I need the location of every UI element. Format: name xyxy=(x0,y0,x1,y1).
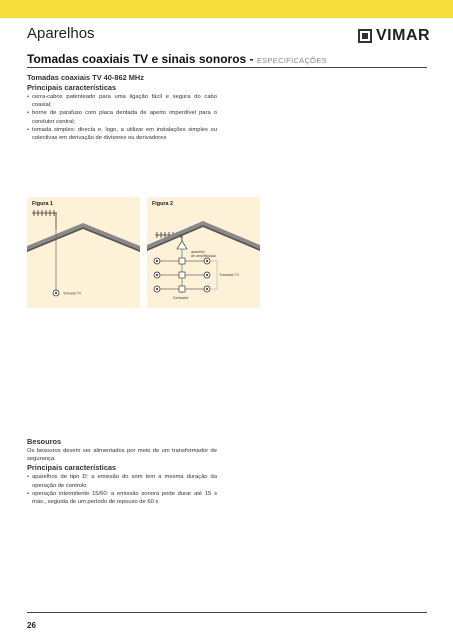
page-title xyxy=(27,52,327,66)
brand-name: VIMAR xyxy=(376,27,431,44)
coax-section xyxy=(27,73,217,142)
heading-divider xyxy=(27,67,427,68)
brand-logo-icon xyxy=(358,29,372,43)
footer-divider xyxy=(27,612,427,613)
amplifier-label-line1: aparelho xyxy=(191,250,205,254)
page-title-main: Tomadas coaxiais TV e sinais sonoros - xyxy=(27,52,254,66)
buzzer-intro: Os besouros devem ser alimentados por meio de um transformador de segurança. xyxy=(27,448,217,463)
page-title-suffix: ESPECIFICAÇÕES xyxy=(256,56,327,65)
tv-outlets-label: Tomadas TV xyxy=(219,273,240,277)
tap-label: Derivador xyxy=(173,296,189,300)
buzzer-features-heading: Principais características xyxy=(27,463,117,473)
figure-2 xyxy=(147,197,260,308)
roof-icon xyxy=(147,221,260,251)
antenna-icon xyxy=(32,210,57,229)
tv-outlet-label: Tomada TV xyxy=(63,291,82,296)
page-number: 26 xyxy=(27,621,36,630)
coax-features-heading: Principais características xyxy=(27,83,117,92)
figure-2-diagram xyxy=(147,197,260,308)
section-title: Aparelhos xyxy=(27,25,95,42)
amplifier-icon xyxy=(177,241,187,249)
buzzer-feature-item: • operação intermitente 15/60: a emissão sonora pode durar até 15 s máx., seguida de um período de repouso de 60 s xyxy=(27,490,217,506)
figure-1-label: Figura 1 xyxy=(32,201,53,207)
brand-logo xyxy=(358,27,430,45)
tv-outlet-icon xyxy=(53,290,59,296)
coax-feature-item: • borne de parafuso com placa dentada de aperto imperdível para o condutor central; xyxy=(27,109,217,125)
splitter-icon xyxy=(179,258,185,292)
figure-1 xyxy=(27,197,140,308)
buzzer-feature-item: • aparelhos de tipo D: a emissão do som tem a mesma duração da operação de controlo xyxy=(27,473,217,489)
buzzer-heading: Besouros xyxy=(27,437,62,446)
figure-1-diagram xyxy=(27,197,140,308)
header-accent-bar xyxy=(0,0,453,18)
roof-icon xyxy=(27,223,140,252)
coax-feature-item: • tomada simples: directa e, logo, a utilizar em instalações simples ou colectivas em derivação de divisores ou derivadores xyxy=(27,126,217,142)
figure-2-label: Figura 2 xyxy=(152,201,173,207)
coax-feature-item: • cerra-cabos patenteado para uma ligação fácil e segura do cabo coaxial; xyxy=(27,93,217,109)
buzzer-section xyxy=(27,437,217,506)
amplifier-label-line2: de amplificação xyxy=(191,254,216,258)
coax-heading: Tomadas coaxiais TV 40-862 MHz xyxy=(27,73,144,82)
